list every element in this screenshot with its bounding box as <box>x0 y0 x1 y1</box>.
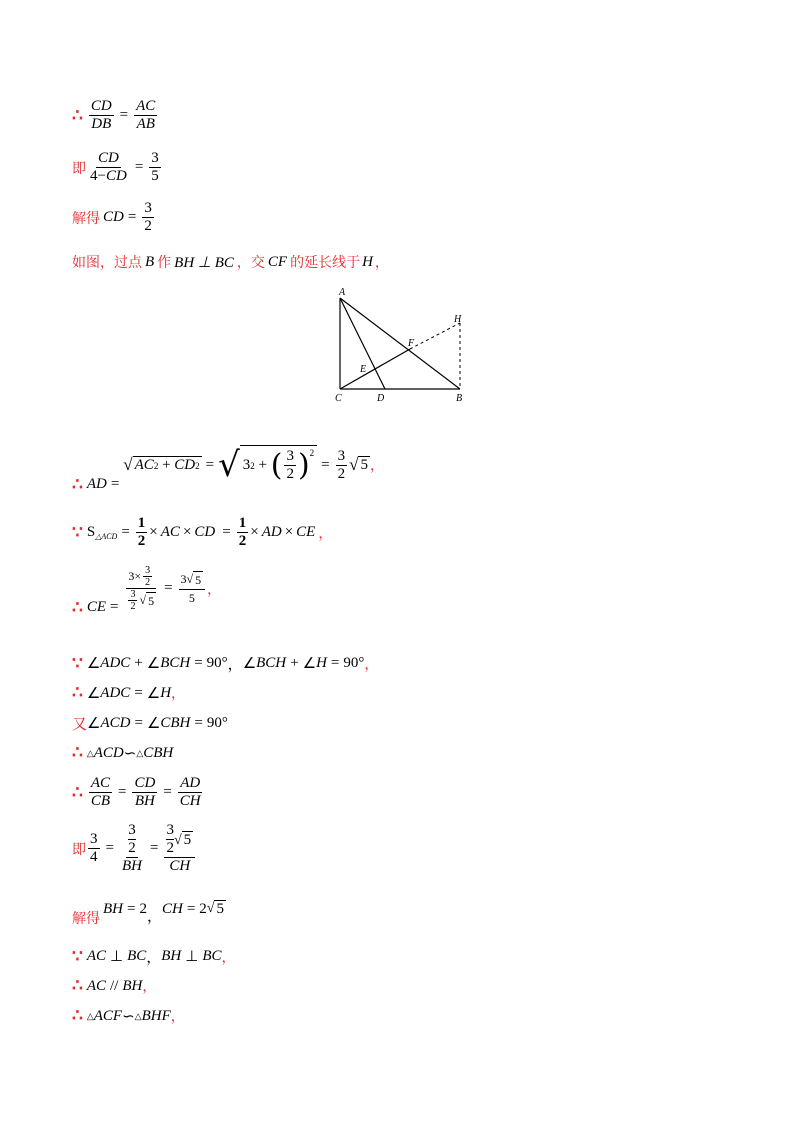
therefore-symbol: ∴ <box>72 105 83 125</box>
fraction: $\frac{CD}{DB}$ <box>90 98 112 132</box>
label-B: B <box>456 393 463 404</box>
segment-AB <box>340 298 460 389</box>
therefore-symbol: ∴ <box>72 683 83 702</box>
word-jiede: 解得 <box>72 911 100 927</box>
word-you: 又 <box>72 715 88 733</box>
because-symbol: ∵ <box>72 946 83 966</box>
therefore-symbol: ∴ <box>72 743 83 762</box>
step-16: ∴ AC // BH ， <box>72 976 157 995</box>
therefore-symbol: ∴ <box>72 598 83 617</box>
word-jiede: 解得 <box>72 210 100 227</box>
therefore-symbol: ∴ <box>72 475 83 494</box>
step-3: 解得 CD = $\frac{3}{2}$ <box>72 200 152 234</box>
label-E: E <box>360 364 367 375</box>
step-6: ∵ S △ACD = $\frac{1}{2}$ × AC × CD = $\frac{1}{2}$ × AD × CE ， <box>72 515 333 549</box>
label-C: C <box>335 393 342 404</box>
fraction: $\frac{3}{5}$ <box>151 150 159 184</box>
fraction: $\frac{3}{2}$ <box>144 200 152 234</box>
fraction: $\frac{CD}{4-CD}$ <box>90 150 127 184</box>
intro-zuo: 作 <box>157 255 172 271</box>
step-1: ∴ $\frac{CD}{DB}$ = $\frac{AC}{AB}$ <box>72 98 156 132</box>
word-ji: 即 <box>72 841 86 858</box>
intro-prefix: 如图，过点 <box>72 255 142 271</box>
step-10: 又 ∠ ACD = ∠ CBH = 90° <box>72 715 228 733</box>
step-12: ∴ $\frac{AC}{CB}$ = $\frac{CD}{BH}$ = $\frac{AD}{CH}$ <box>72 775 201 809</box>
label-F: F <box>408 338 415 349</box>
therefore-symbol: ∴ <box>72 1006 83 1025</box>
because-symbol: ∵ <box>72 522 83 542</box>
intro-suffix: 的延长线于 <box>290 255 361 271</box>
step-2: 即 $\frac{CD}{4-CD}$ = $\frac{3}{5}$ <box>72 150 159 184</box>
step-5: ∴ AD = √ AC 2 + CD 2 = √ 3 2 + ( $\frac{3}{2}$ ) $^2$ = $\frac{3}{2}$ √ 5 ， <box>72 445 384 494</box>
step-7: ∴ CE = 3× $\frac{3}{2}$ $\frac{3}{2}$ √ 5 = 3 √ 5 5 ， <box>72 565 222 617</box>
step-17: ∴ △ ACF ∽ △ BHF ， <box>72 1006 185 1025</box>
because-symbol: ∵ <box>72 653 83 673</box>
step-14: 解得 BH = 2 ， CH = 2 √ 5 <box>72 901 224 927</box>
step-8: ∵ ∠ ADC + ∠ BCH = 90° ， ∠ BCH + ∠ H = 90° ， <box>72 653 379 673</box>
step-13: 即 $\frac{3}{4}$ = 3 2 BH = 3 2 √ 5 CH <box>72 822 197 875</box>
dashed-FH <box>410 323 460 349</box>
geometry-diagram <box>330 284 475 406</box>
fraction: $\frac{AC}{AB}$ <box>136 98 156 132</box>
segment-AD <box>340 298 385 389</box>
step-11: ∴ △ ACD ∽ △ CBH <box>72 743 174 762</box>
word-ji: 即 <box>72 160 86 177</box>
step-9: ∴ ∠ ADC = ∠ H ， <box>72 683 186 702</box>
label-D: D <box>377 393 385 404</box>
intro-sentence: 如图，过点 B 作 BH ⊥ BC ，交 CF 的延长线于 H ， <box>72 253 389 271</box>
intro-jiao: ，交 <box>236 255 265 271</box>
label-A: A <box>339 287 346 298</box>
therefore-symbol: ∴ <box>72 976 83 995</box>
label-H: H <box>454 314 462 325</box>
therefore-symbol: ∴ <box>72 782 83 802</box>
segment-CF <box>340 349 410 389</box>
step-15: ∵ AC ⊥ BC ， BH ⊥ BC ， <box>72 946 236 966</box>
